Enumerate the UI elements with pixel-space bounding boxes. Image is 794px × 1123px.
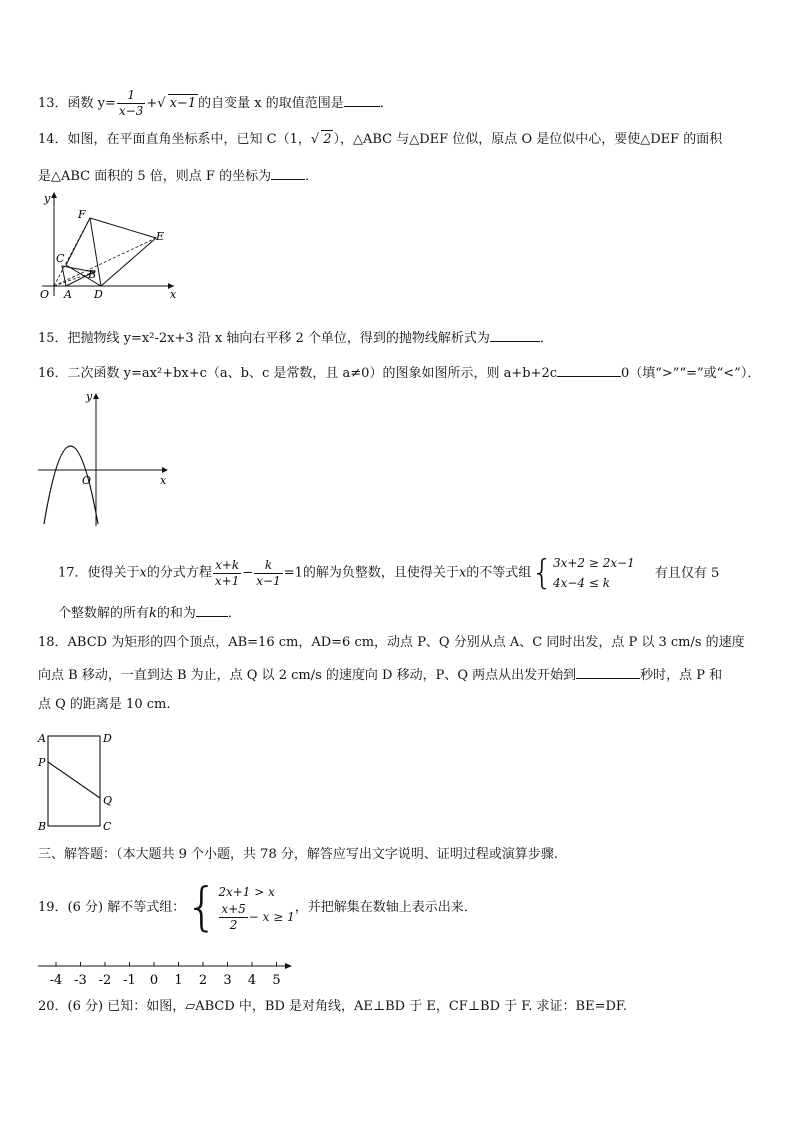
number-line-label: -4: [49, 973, 63, 988]
q14-sqrt: 2: [323, 132, 332, 147]
q17-text-a: 17．使得关于: [58, 565, 140, 581]
q17-ineq2: 4x−4 ≤ k: [552, 576, 610, 590]
question-14-line2: [38, 166, 318, 186]
q19-ineq1: 2x+1 > x: [218, 885, 275, 899]
label-q: Q: [103, 794, 113, 807]
q17-text-e: 有且仅有 5: [654, 565, 720, 581]
q17-frac2-num: k: [254, 558, 282, 574]
q13-end: ．: [379, 96, 393, 111]
question-18-line3: [38, 696, 170, 714]
label-o: O: [40, 288, 50, 301]
q14-end: ．: [305, 169, 319, 184]
q17-var-k: k: [149, 606, 157, 621]
answer-blank[interactable]: [344, 93, 380, 107]
number-line: [34, 958, 304, 990]
q17-eq: =1: [283, 565, 303, 581]
label-c: C: [56, 252, 65, 265]
q17-frac1-den: x+1: [214, 573, 240, 588]
question-18-line2: [38, 665, 722, 685]
number-line-label: -2: [98, 973, 112, 988]
q16-text-a: 16．二次函数 y=ax²+bx+c（a、b、c 是常数，且 a≠0）的图象如图所示，则 a+b+2c: [38, 366, 557, 381]
q17-text-c: 的解为负整数，且使得关于: [302, 565, 459, 581]
q19-text-b: ，并把解集在数轴上表示出来．: [294, 900, 477, 915]
question-16: [38, 363, 760, 383]
y-label: y: [86, 390, 93, 403]
q13-prefix: 13．函数 y=: [38, 96, 116, 111]
q17-fraction-1: [213, 558, 241, 589]
number-line-label: 5: [272, 973, 281, 988]
q17-end: ．: [227, 606, 241, 621]
arrow-icon: [285, 963, 292, 969]
number-line-label: 2: [198, 973, 208, 988]
q18-line1: 18．ABCD 为矩形的四个顶点，AB=16 cm，AD=6 cm，动点 P、Q 分别从点 A、C 同时出发，点 P 以 3 cm/s 的速度: [38, 635, 745, 650]
q13-suffix: 的自变量 x 的取值范围是: [198, 96, 344, 111]
dashed-line: [54, 238, 156, 286]
q16-figure: [34, 388, 174, 528]
label-b: B: [38, 820, 47, 833]
q18-line2-a: 向点 B 移动，一直到达 B 为止，点 Q 以 2 cm/s 的速度向 D 移动，P、Q 两点从出发开始到: [38, 668, 577, 683]
brace-symbol: {: [185, 877, 219, 938]
q13-frac-num: 1: [117, 88, 145, 104]
q19-system: [218, 882, 294, 933]
label-d: D: [94, 288, 103, 301]
label-a: A: [38, 732, 46, 745]
rectangle-abcd: [48, 736, 100, 826]
q17-frac2-den: x−1: [256, 573, 281, 588]
q17-frac1-num: x+k: [213, 558, 241, 574]
label-p: P: [38, 756, 46, 769]
question-14-line1: [38, 130, 722, 149]
number-line-label: 4: [247, 973, 257, 988]
sqrt-symbol: √: [157, 96, 166, 111]
label-c: C: [103, 820, 112, 833]
arrow-icon: [162, 467, 168, 473]
q17-minus: −: [242, 565, 254, 581]
number-line-label: 1: [174, 973, 183, 988]
question-17-line1: [58, 553, 719, 593]
number-line-label: 3: [223, 973, 232, 988]
q19-text-a: 19．(6 分) 解不等式组：: [38, 900, 186, 915]
q17-line2-a: 个整数解的所有: [58, 606, 150, 621]
question-19: [38, 877, 477, 938]
q18-figure: [34, 728, 124, 838]
question-18-line1: [38, 634, 745, 652]
q17-ineq1: 3x+2 ≥ 2x−1: [552, 556, 635, 570]
question-17-line2: [58, 603, 241, 623]
q13-sqrt: x−1: [169, 96, 197, 111]
q17-system: [553, 553, 635, 593]
y-label: y: [44, 192, 51, 205]
q18-line3: 点 Q 的距离是 10 cm.: [38, 697, 171, 712]
q17-text-d: 的不等式组: [466, 565, 532, 581]
number-line-label: -1: [123, 973, 136, 988]
segment-pq: [48, 762, 100, 798]
triangle-def: [66, 218, 156, 286]
answer-blank[interactable]: [557, 363, 621, 377]
x-label: x: [160, 474, 167, 487]
q15-end: ．: [539, 331, 553, 346]
q13-plus: +: [146, 96, 158, 111]
q16-text-b: 0（填“>”“=”或“<”）．: [621, 366, 761, 381]
label-o: O: [82, 474, 92, 487]
label-f: F: [78, 208, 86, 221]
answer-blank[interactable]: [576, 665, 640, 679]
q14-line2: 是△ABC 面积的 5 倍，则点 F 的坐标为: [38, 169, 272, 184]
q17-fraction-2: [254, 558, 282, 589]
label-b: B: [88, 268, 97, 281]
q19-frac-num: x+5: [221, 902, 246, 916]
label-e: E: [156, 230, 165, 243]
q19-ineq2-tail: − x ≥ 1: [248, 910, 295, 924]
answer-blank[interactable]: [271, 166, 305, 180]
arrow-icon: [51, 192, 57, 198]
q19-frac-den: 2: [229, 918, 238, 932]
label-a: A: [64, 288, 72, 301]
q13-frac-den: x−3: [118, 104, 144, 118]
number-line-label: 0: [149, 973, 159, 988]
arrow-icon: [93, 393, 99, 399]
question-15: [38, 328, 553, 348]
q17-line2-b: 的和为: [156, 606, 196, 621]
brace-symbol: {: [531, 553, 553, 593]
question-20: [38, 998, 627, 1016]
q14-line1-a: 14．如图，在平面直角坐标系中，已知 C（1，: [38, 132, 311, 147]
answer-blank[interactable]: [490, 328, 540, 342]
answer-blank[interactable]: [196, 603, 228, 617]
q13-fraction: [117, 88, 145, 119]
q14-figure: [34, 188, 184, 304]
section-3-text: 三、解答题：（本大题共 9 个小题，共 78 分，解答应写出文字说明、证明过程或演算步骤.: [38, 847, 558, 862]
label-d: D: [103, 732, 112, 745]
q15-text: 15．把抛物线 y=x²-2x+3 沿 x 轴向右平移 2 个单位，得到的抛物线解析式为: [38, 331, 490, 346]
q20-text: 20．(6 分) 已知：如图，▱ABCD 中，BD 是对角线，AE⊥BD 于 E，CF⊥BD 于 F. 求证：BE=DF.: [38, 999, 628, 1014]
q17-var-x: x: [139, 565, 147, 581]
q17-text-b: 的分式方程: [146, 565, 212, 581]
number-line-label: -3: [74, 973, 87, 988]
sqrt-symbol: √: [310, 132, 320, 147]
section-3-header: [38, 846, 558, 864]
q17-var-x2: x: [458, 565, 467, 581]
q18-line2-b: 秒时，点 P 和: [640, 668, 723, 683]
x-label: x: [170, 288, 177, 301]
question-13: [38, 88, 393, 119]
q14-line1-b: ），△ABC 与△DEF 位似，原点 O 是位似中心，要使△DEF 的面积: [333, 132, 723, 147]
q19-fraction: [219, 902, 247, 933]
